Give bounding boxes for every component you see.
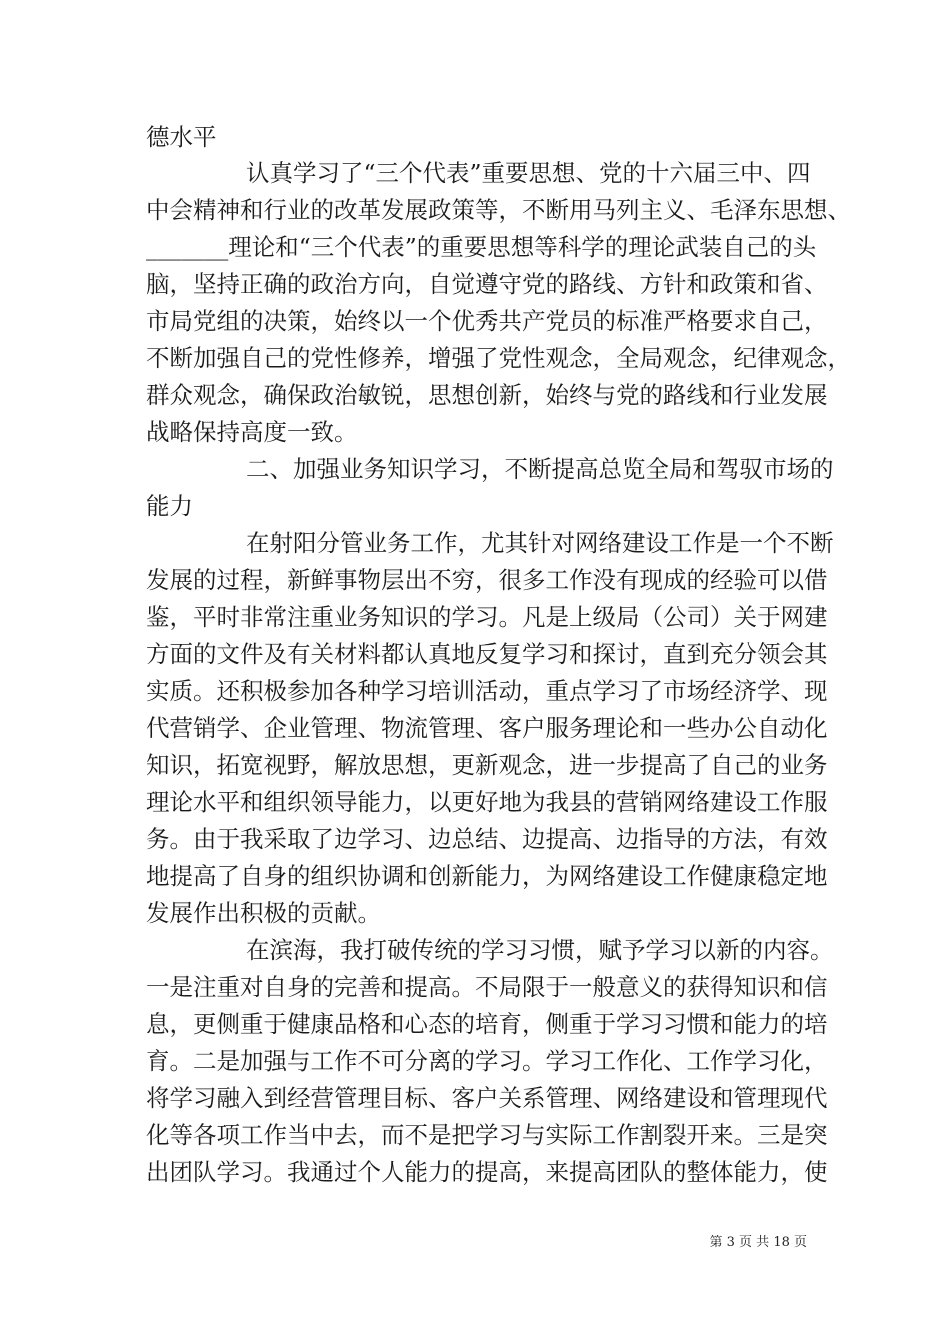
text-line: 将学习融入到经营管理目标、客户关系管理、网络建设和管理现代 (146, 1084, 828, 1112)
text-line: 一是注重对自身的完善和提高。不局限于一般意义的获得知识和信 (146, 973, 828, 1001)
text-line: 不断加强自己的党性修养，增强了党性观念，全局观念，纪律观念， (146, 344, 851, 372)
text-line: _______理论和“三个代表”的重要思想等科学的理论武装自己的头 (146, 233, 817, 261)
page-number: 第 3 页 共 18 页 (709, 1235, 807, 1250)
text-line: 务。由于我采取了边学习、边总结、边提高、边指导的方法，有效 (146, 825, 828, 853)
section-heading-continuation: 能力 (146, 492, 193, 520)
text-line: 鉴，平时非常注重业务知识的学习。凡是上级局（公司）关于网建 (146, 603, 828, 631)
text-line: 群众观念，确保政治敏锐，思想创新，始终与党的路线和行业发展 (146, 381, 828, 409)
text-line: 在射阳分管业务工作，尤其针对网络建设工作是一个不断 (246, 529, 834, 557)
text-line: 发展作出积极的贡献。 (146, 899, 381, 927)
text-line: 化等各项工作当中去，而不是把学习与实际工作割裂开来。三是突 (146, 1121, 828, 1149)
text-line: 战略保持高度一致。 (146, 418, 358, 446)
text-line: 脑，坚持正确的政治方向，自觉遵守党的路线、方针和政策和省、 (146, 270, 828, 298)
text-line: 代营销学、企业管理、物流管理、客户服务理论和一些办公自动化 (146, 714, 828, 742)
text-line: 实质。还积极参加各种学习培训活动，重点学习了市场经济学、现 (146, 677, 828, 705)
text-line: 息，更侧重于健康品格和心态的培育，侧重于学习习惯和能力的培 (146, 1010, 828, 1038)
section-heading: 二、加强业务知识学习，不断提高总览全局和驾驭市场的 (246, 455, 834, 483)
text-line: 理论水平和组织领导能力，以更好地为我县的营销网络建设工作服 (146, 788, 828, 816)
text-line: 发展的过程，新鲜事物层出不穷，很多工作没有现成的经验可以借 (146, 566, 828, 594)
text-line: 地提高了自身的组织协调和创新能力，为网络建设工作健康稳定地 (146, 862, 828, 890)
text-line: 中会精神和行业的改革发展政策等，不断用马列主义、毛泽东思想、 (146, 196, 851, 224)
text-line: 认真学习了“三个代表”重要思想、党的十六届三中、四 (246, 159, 811, 187)
text-line: 市局党组的决策，始终以一个优秀共产党员的标准严格要求自己， (146, 307, 828, 335)
text-line: 知识，拓宽视野，解放思想，更新观念，进一步提高了自己的业务 (146, 751, 828, 779)
text-line: 方面的文件及有关材料都认真地反复学习和探讨，直到充分领会其 (146, 640, 828, 668)
text-line: 在滨海，我打破传统的学习习惯，赋予学习以新的内容。 (246, 936, 834, 964)
text-line: 出团队学习。我通过个人能力的提高，来提高团队的整体能力，使 (146, 1158, 828, 1186)
text-line: 德水平 (146, 123, 217, 151)
text-line: 育。二是加强与工作不可分离的学习。学习工作化、工作学习化， (146, 1047, 828, 1075)
